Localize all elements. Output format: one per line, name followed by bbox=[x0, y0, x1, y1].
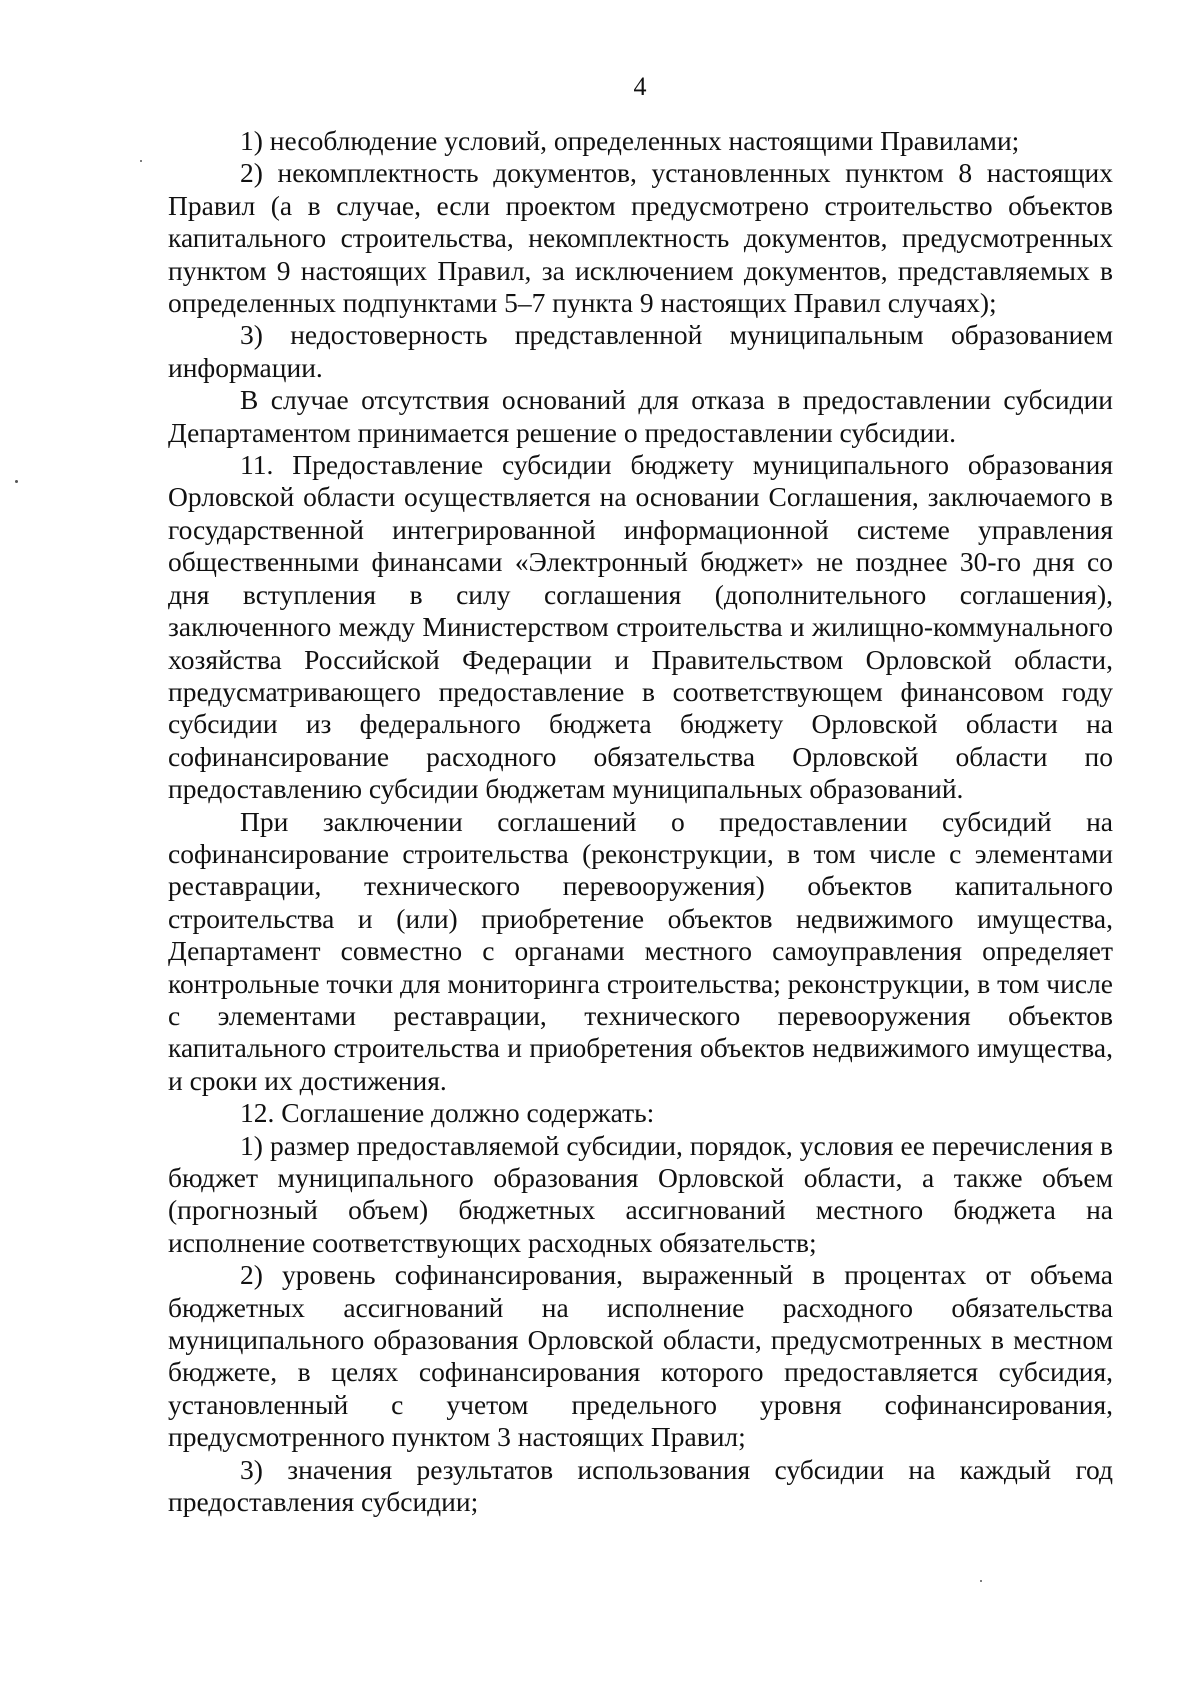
paragraph-clause-12-item-2: 2) уровень софинансирования, выраженный в процентах от объема бюджетных ассигнований на исполнение расходного обязательства муниципального образования Орловской области, предусмотренных в местном бюджете, в целях софинансирования которого предоставляется субсидия, установленный с учетом предельного уровня софинансирования, предусмотренного пунктом 3 настоящих Правил; bbox=[168, 1259, 1113, 1453]
page-number: 4 bbox=[633, 72, 647, 101]
paragraph-item-3: 3) недостоверность представленной муниципальным образованием информации. bbox=[168, 319, 1113, 383]
scan-speck bbox=[980, 1580, 982, 1582]
paragraph-clause-12: 12. Соглашение должно содержать: bbox=[240, 1097, 655, 1129]
scan-speck bbox=[140, 160, 142, 162]
document-body bbox=[168, 125, 1113, 1518]
paragraph-clause-12-item-1: 1) размер предоставляемой субсидии, порядок, условия ее перечисления в бюджет муниципального образования Орловской области, а также объем (прогнозный объем) бюджетных ассигнований местного бюджета на исполнение соответствующих расходных обязательств; bbox=[168, 1129, 1113, 1258]
scan-speck bbox=[15, 480, 18, 483]
paragraph-clause-12-item-3: 3) значения результатов использования субсидии на каждый год предоставления субсидии; bbox=[168, 1453, 1113, 1518]
paragraph-item-1: 1) несоблюдение условий, определенных настоящими Правилами; bbox=[240, 125, 1020, 156]
paragraph-refusal-absence: В случае отсутствия оснований для отказа в предоставлении субсидии Департаментом принимается решение о предоставлении субсидии. bbox=[168, 384, 1113, 448]
paragraph-clause-11: 11. Предоставление субсидии бюджету муниципального образования Орловской области осуществляется на основании Соглашения, заключаемого в государственной интегрированной информационной системе управления общественными финансами «Электронный бюджет» не позднее 30-го дня со дня вступления в силу соглашения (дополнительного соглашения), заключенного между Министерством строительства и жилищно-коммунального хозяйства Российской Федерации и Правительством Орловской области, предусматривающего предоставление в соответствующем финансовом году субсидии из федерального бюджета бюджету Орловской области на софинансирование расходного обязательства Орловской области по предоставлению субсидии бюджетам муниципальных образований. bbox=[168, 449, 1113, 805]
paragraph-control-points: При заключении соглашений о предоставлении субсидий на софинансирование строительства (реконструкции, в том числе с элементами реставрации, технического перевооружения) объектов капитального строительства и (или) приобретение объектов недвижимого имущества, Департамент совместно с органами местного самоуправления определяет контрольные точки для мониторинга строительства; реконструкции, в том числе с элементами реставрации, технического перевооружения объектов капитального строительства и приобретения объектов недвижимого имущества, и сроки их достижения. bbox=[168, 805, 1113, 1096]
paragraph-item-2: 2) некомплектность документов, установленных пунктом 8 настоящих Правил (а в случае, если проектом предусмотрено строительство объектов капитального строительства, некомплектность документов, предусмотренных пунктом 9 настоящих Правил, за исключением документов, представляемых в определенных подпунктами 5–7 пункта 9 настоящих Правил случаях); bbox=[168, 157, 1113, 319]
